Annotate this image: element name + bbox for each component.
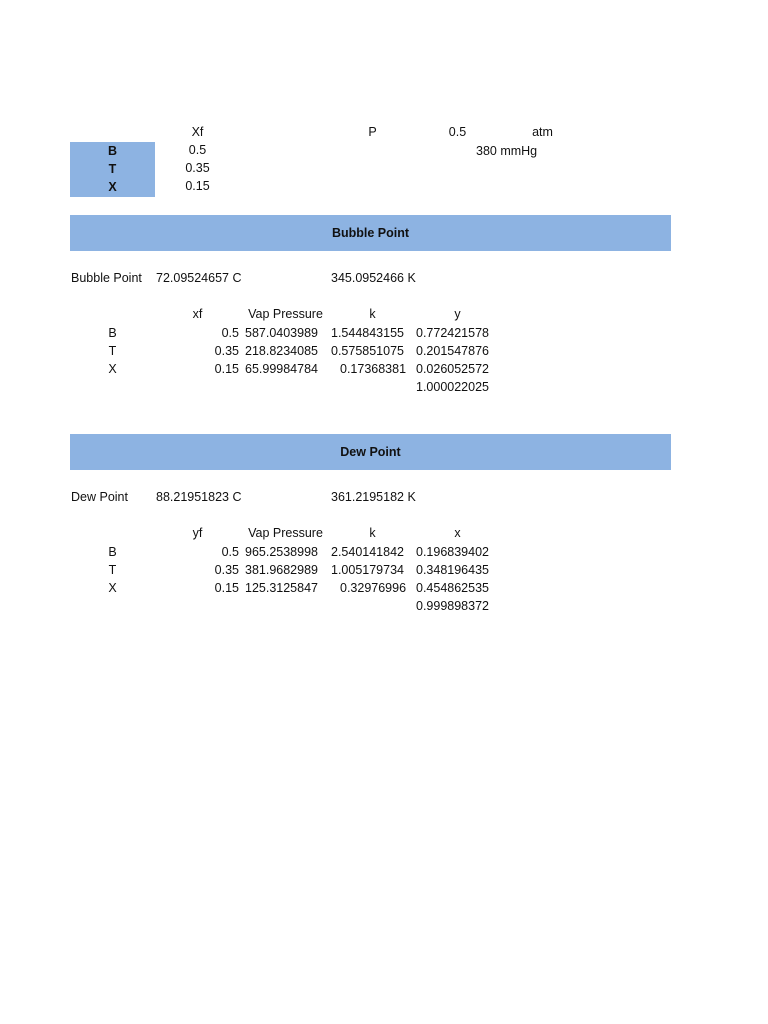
feed-value-x: 0.15 [185, 179, 210, 193]
bubble-row-y: 0.201547876 [416, 344, 489, 358]
dew-col-k: k [369, 526, 376, 540]
bubble-col-vap: Vap Pressure [248, 307, 323, 321]
dew-sum: 0.999898372 [416, 599, 489, 613]
bubble-row-name: B [108, 326, 117, 340]
dew-point-title: Dew Point [340, 445, 401, 459]
feed-component-b: B [107, 144, 118, 158]
bubble-col-frac: xf [192, 307, 203, 321]
dew-row-frac: 0.15 [214, 581, 239, 595]
feed-component-t: T [108, 162, 117, 176]
pressure-unit: atm [532, 125, 553, 139]
bubble-col-y: y [454, 307, 461, 321]
bubble-temp-k: 345.0952466 K [331, 271, 416, 285]
dew-col-frac: yf [192, 526, 203, 540]
dew-row-vap: 381.9682989 [245, 563, 318, 577]
bubble-row-name: X [108, 362, 117, 376]
bubble-row-k: 0.17368381 [340, 362, 407, 376]
bubble-point-label: Bubble Point [71, 271, 142, 285]
dew-row-vap: 965.2538998 [245, 545, 318, 559]
bubble-row-k: 0.575851075 [331, 344, 404, 358]
bubble-row-vap: 587.0403989 [245, 326, 318, 340]
bubble-row-frac: 0.35 [214, 344, 239, 358]
dew-row-k: 1.005179734 [331, 563, 404, 577]
feed-value-t: 0.35 [185, 161, 210, 175]
dew-row-x: 0.348196435 [416, 563, 489, 577]
dew-col-vap: Vap Pressure [248, 526, 323, 540]
dew-row-name: B [108, 545, 117, 559]
xf-header: Xf [191, 125, 204, 139]
dew-row-vap: 125.3125847 [245, 581, 318, 595]
bubble-point-title: Bubble Point [331, 226, 410, 240]
bubble-row-y: 0.026052572 [416, 362, 489, 376]
bubble-point-header [70, 215, 671, 251]
dew-row-x: 0.196839402 [416, 545, 489, 559]
bubble-row-vap: 218.8234085 [245, 344, 318, 358]
feed-component-x: X [108, 180, 117, 194]
pressure-mmhg: 380 mmHg [476, 144, 538, 158]
bubble-row-frac: 0.15 [214, 362, 239, 376]
dew-row-k: 0.32976996 [340, 581, 407, 595]
bubble-col-k: k [369, 307, 376, 321]
dew-row-name: X [108, 581, 117, 595]
dew-point-label: Dew Point [71, 490, 128, 504]
bubble-row-k: 1.544843155 [331, 326, 404, 340]
pressure-label: P [368, 125, 377, 139]
dew-temp-c: 88.21951823 C [156, 490, 242, 504]
dew-col-x: x [454, 526, 461, 540]
dew-row-k: 2.540141842 [331, 545, 404, 559]
feed-value-b: 0.5 [188, 143, 207, 157]
dew-temp-k: 361.2195182 K [331, 490, 416, 504]
bubble-row-name: T [108, 344, 117, 358]
bubble-row-frac: 0.5 [221, 326, 239, 340]
dew-row-frac: 0.5 [221, 545, 239, 559]
bubble-row-vap: 65.99984784 [245, 362, 318, 376]
bubble-row-y: 0.772421578 [416, 326, 489, 340]
dew-row-x: 0.454862535 [416, 581, 489, 595]
pressure-value: 0.5 [448, 125, 467, 139]
bubble-temp-c: 72.09524657 C [156, 271, 242, 285]
dew-row-frac: 0.35 [214, 563, 239, 577]
dew-point-header [70, 434, 671, 470]
dew-row-name: T [108, 563, 117, 577]
bubble-sum: 1.000022025 [416, 380, 489, 394]
